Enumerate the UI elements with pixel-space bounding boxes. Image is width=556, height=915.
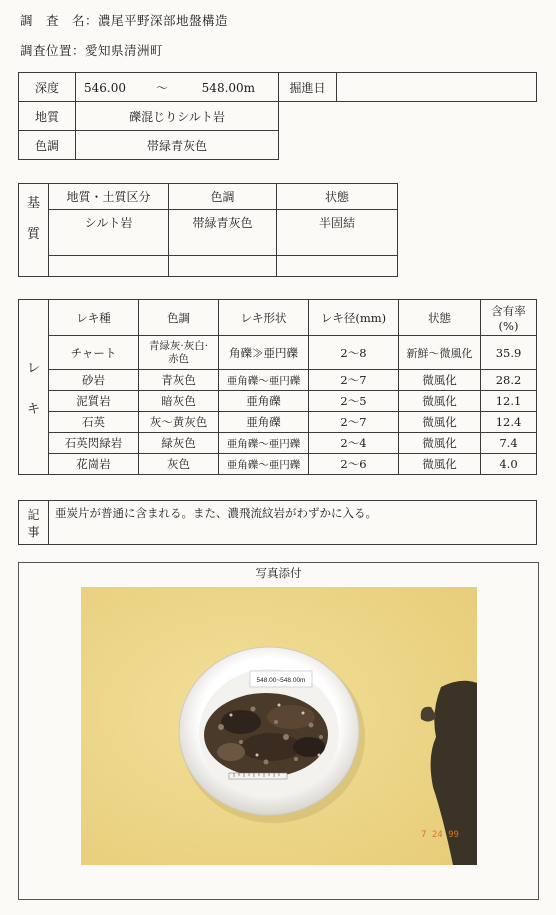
gravel-shape: 亜角礫～亜円礫	[219, 454, 309, 475]
gravel-size: 2～7	[309, 370, 399, 391]
depth-value-cell	[76, 73, 279, 102]
note-text: 亜炭片が普通に含まれる。また、濃飛流紋岩がわずかに入る。	[49, 501, 537, 545]
gravel-type: 花崗岩	[49, 454, 139, 475]
gravel-state: 新鮮～微風化	[399, 336, 481, 370]
gravel-content: 12.4	[481, 412, 537, 433]
color-row	[19, 131, 537, 160]
base-header-row	[19, 184, 398, 210]
photo-title: 写真添付	[255, 566, 302, 580]
sample-label-text: 548.00~548.00m	[256, 677, 306, 684]
note-label-1: 記	[27, 507, 40, 522]
gravel-header-content	[481, 300, 537, 336]
gravel-type: 砂岩	[49, 370, 139, 391]
gravel-header-state: 状態	[399, 300, 481, 336]
content-header-label: 含有率	[491, 303, 526, 318]
gravel-size: 2～8	[309, 336, 399, 370]
gravel-state: 微風化	[399, 391, 481, 412]
blank-cell	[279, 131, 537, 160]
gravel-color	[139, 336, 219, 370]
base-header-color: 色調	[169, 184, 277, 210]
gravel-row	[19, 391, 537, 412]
survey-name-label: 調 査 名：	[20, 13, 99, 28]
sample-photo	[81, 587, 477, 865]
gravel-header-size: レキ径(mm)	[309, 300, 399, 336]
depth-from: 546.00	[84, 80, 126, 95]
gravel-side-label-1: レ	[26, 361, 40, 376]
note-label-2: 事	[27, 524, 40, 539]
gravel-type: 石英	[49, 412, 139, 433]
gravel-size: 2～6	[309, 454, 399, 475]
base-side-label-1: 基	[26, 196, 40, 211]
gravel-row	[19, 336, 537, 370]
gravel-shape: 亜角礫	[219, 391, 309, 412]
drill-date-value	[337, 73, 537, 102]
geology-label: 地質	[19, 102, 76, 131]
gravel-content: 7.4	[481, 433, 537, 454]
gravel-content: 4.0	[481, 454, 537, 475]
base-empty-row	[19, 256, 398, 277]
note-row	[19, 501, 537, 545]
note-label	[19, 501, 49, 545]
geology-value: 礫混じりシルト岩	[76, 102, 279, 131]
color-label: 色調	[19, 131, 76, 160]
base-side-label	[19, 184, 49, 277]
content-header-unit: (%)	[498, 318, 519, 333]
base-data-row	[19, 210, 398, 256]
gravel-color: 灰色	[139, 454, 219, 475]
gravel-row	[19, 412, 537, 433]
base-table	[18, 183, 398, 277]
gravel-state: 微風化	[399, 412, 481, 433]
color-value: 帯緑青灰色	[76, 131, 279, 160]
gravel-color: 灰～黄灰色	[139, 412, 219, 433]
gravel-color-line-1: 青緑灰·灰白·	[148, 339, 209, 352]
gravel-row	[19, 433, 537, 454]
gravel-type: チャート	[49, 336, 139, 370]
location: 愛知県清洲町	[85, 43, 164, 58]
gravel-shape: 亜角礫～亜円礫	[219, 370, 309, 391]
gravel-header-row	[19, 300, 537, 336]
gravel-color: 緑灰色	[139, 433, 219, 454]
base-header-geology: 地質・土質区分	[49, 184, 169, 210]
gravel-shape: 角礫≫亜円礫	[219, 336, 309, 370]
empty-cell	[49, 256, 169, 277]
empty-cell	[277, 256, 398, 277]
gravel-side-label-2: キ	[26, 402, 40, 417]
gravel-row	[19, 370, 537, 391]
base-header-state: 状態	[277, 184, 398, 210]
gravel-size: 2～5	[309, 391, 399, 412]
depth-table	[18, 72, 537, 160]
gravel-table	[18, 299, 537, 475]
gravel-type: 石英閃緑岩	[49, 433, 139, 454]
gravel-state: 微風化	[399, 433, 481, 454]
base-color: 帯緑青灰色	[169, 210, 277, 256]
gravel-content: 28.2	[481, 370, 537, 391]
gravel-size: 2～4	[309, 433, 399, 454]
base-side-label-2: 質	[26, 227, 40, 242]
gravel-type: 泥質岩	[49, 391, 139, 412]
gravel-shape: 亜角礫～亜円礫	[219, 433, 309, 454]
note-table	[18, 500, 537, 545]
gravel-size: 2～7	[309, 412, 399, 433]
photo-frame	[18, 562, 539, 900]
geology-row	[19, 102, 537, 131]
photo-date-stamp: 7 24 99	[421, 830, 459, 840]
base-state: 半固結	[277, 210, 398, 256]
gravel-header-type: レキ種	[49, 300, 139, 336]
gravel-content: 12.1	[481, 391, 537, 412]
depth-to: 548.00m	[201, 80, 256, 95]
location-label: 調査位置：	[20, 43, 86, 58]
empty-cell	[169, 256, 277, 277]
drill-date-label: 掘進日	[279, 73, 337, 102]
gravel-header-color: 色調	[139, 300, 219, 336]
gravel-color-line-2: 赤色	[168, 352, 189, 365]
gravel-row	[19, 454, 537, 475]
gravel-color: 暗灰色	[139, 391, 219, 412]
gravel-color: 青灰色	[139, 370, 219, 391]
location-line	[20, 41, 163, 59]
depth-row	[19, 73, 537, 102]
gravel-content: 35.9	[481, 336, 537, 370]
gravel-header-shape: レキ形状	[219, 300, 309, 336]
gravel-state: 微風化	[399, 370, 481, 391]
survey-name: 濃尾平野深部地盤構造	[98, 13, 229, 28]
gravel-state: 微風化	[399, 454, 481, 475]
gravel-shape: 亜角礫	[219, 412, 309, 433]
depth-label: 深度	[19, 73, 76, 102]
base-geology: シルト岩	[49, 210, 169, 256]
blank-cell	[279, 102, 537, 131]
survey-name-line	[20, 11, 228, 29]
depth-sep: ～	[155, 80, 168, 95]
sample-photo-image	[81, 587, 477, 865]
gravel-side-label	[19, 300, 49, 475]
